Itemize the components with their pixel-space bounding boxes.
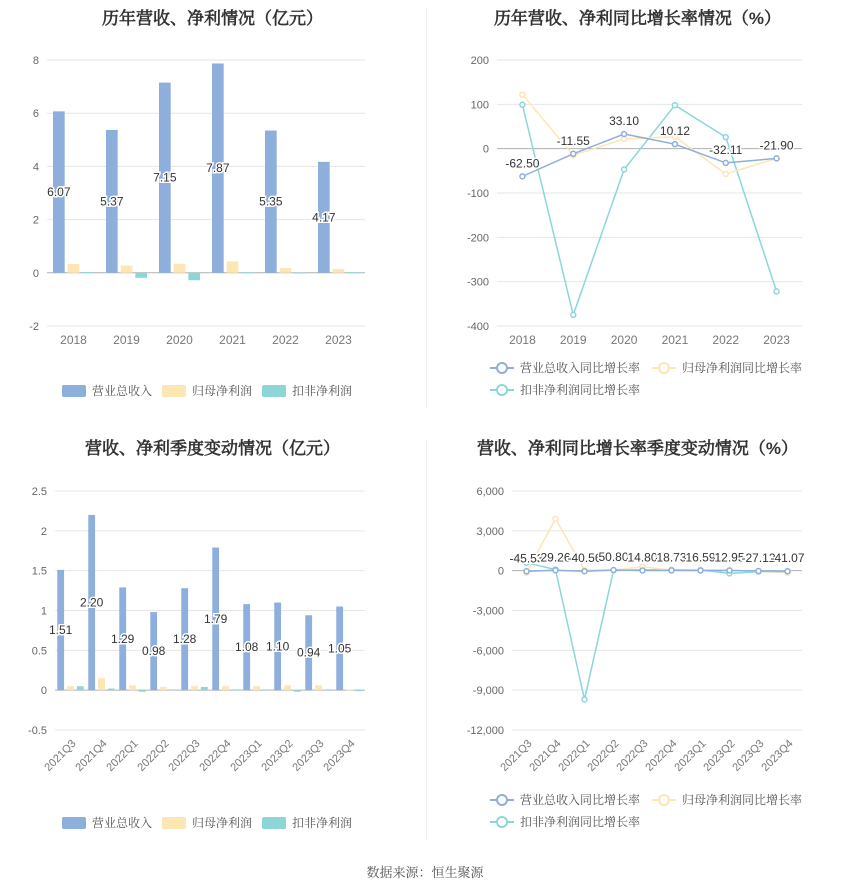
data-point	[622, 131, 627, 136]
x-tick-label: 2023Q2	[701, 737, 738, 774]
legend-label: 归母净利润	[192, 384, 253, 398]
x-tick-label: 2023Q3	[290, 737, 327, 774]
bar	[263, 689, 270, 690]
data-label: 1.29	[111, 631, 135, 646]
bar	[67, 686, 74, 690]
bar	[325, 689, 332, 690]
bar	[241, 272, 253, 273]
legend-swatch	[497, 795, 507, 805]
data-point	[785, 569, 790, 574]
data-label: 1.28	[173, 632, 197, 647]
bar	[135, 273, 147, 278]
y-tick-label: -3,000	[472, 605, 504, 618]
legend-swatch	[262, 385, 286, 397]
legend-label: 归母净利润同比增长率	[682, 361, 803, 375]
x-tick-label: 2021	[219, 333, 246, 347]
data-label: 1.05	[328, 641, 352, 656]
x-tick-label: 2021Q4	[73, 737, 110, 774]
legend-swatch	[497, 817, 507, 827]
legend-swatch	[497, 363, 507, 373]
y-tick-label: -300	[466, 276, 489, 289]
series-line	[527, 570, 788, 571]
y-tick-label: 1.5	[31, 565, 47, 578]
data-point	[727, 568, 732, 573]
data-label: -45.53	[509, 551, 544, 566]
data-label: 2.20	[80, 595, 104, 610]
data-label: 14.80	[627, 550, 658, 565]
legend-swatch	[262, 817, 286, 829]
y-tick-label: -400	[466, 321, 489, 333]
x-tick-label: 2023	[763, 333, 790, 347]
data-label: 10.12	[659, 124, 690, 139]
bar	[139, 690, 146, 692]
x-tick-label: 2018	[509, 333, 536, 347]
y-tick-label: 0	[497, 565, 504, 578]
legend-label: 营业总收入	[92, 816, 153, 830]
y-tick-label: 8	[32, 55, 39, 67]
bar	[121, 266, 133, 273]
y-tick-label: 0	[40, 685, 47, 698]
data-label: 7.15	[153, 170, 177, 185]
y-tick-label: -9,000	[472, 685, 504, 698]
x-tick-label: 2018	[60, 333, 87, 347]
y-tick-label: 3,000	[476, 525, 504, 538]
bar	[160, 687, 167, 690]
x-tick-label: 2022Q3	[166, 737, 203, 774]
annual-growth-panel	[425, 0, 850, 430]
data-label: -21.90	[759, 138, 794, 153]
data-point	[672, 103, 677, 108]
y-tick-label: 1	[40, 605, 47, 618]
y-tick-label: -2	[29, 321, 39, 333]
data-label: 4.17	[312, 210, 336, 225]
y-tick-label: 2	[40, 525, 47, 538]
chart-title: 历年营收、净利情况（亿元）	[102, 9, 323, 28]
bar	[98, 678, 105, 690]
bar	[108, 689, 115, 691]
data-point	[672, 142, 677, 147]
legend-swatch	[497, 385, 507, 395]
x-tick-label: 2020	[166, 333, 193, 347]
bar	[232, 689, 239, 690]
y-tick-label: 2.5	[31, 486, 47, 498]
data-label: 7.87	[206, 161, 230, 176]
bar	[222, 686, 229, 690]
y-tick-label: 0.5	[31, 645, 47, 658]
x-tick-label: 2019	[559, 333, 587, 347]
data-label: 50.80	[598, 549, 629, 564]
legend-label: 归母净利润同比增长率	[682, 793, 803, 807]
legend-swatch	[659, 795, 669, 805]
data-point	[723, 135, 728, 140]
bar	[333, 269, 345, 273]
data-point	[582, 697, 587, 702]
data-point	[571, 312, 576, 317]
data-point	[553, 568, 558, 573]
y-tick-label: 200	[470, 55, 489, 67]
y-tick-label: 100	[470, 99, 489, 112]
data-label: 18.73	[656, 550, 687, 565]
x-tick-label: 2022	[272, 333, 299, 347]
quarterly-growth-panel	[425, 430, 850, 860]
data-label: 16.59	[685, 550, 716, 565]
data-label: -27.12	[741, 551, 776, 566]
quarterly-revenue-profit-chart	[0, 430, 425, 860]
legend-label: 扣非净利润同比增长率	[520, 815, 641, 829]
bar	[294, 273, 306, 274]
y-tick-label: 0	[482, 143, 489, 156]
y-tick-label: -0.5	[28, 725, 47, 737]
y-tick-label: -200	[466, 232, 489, 245]
y-tick-label: -12,000	[466, 725, 504, 737]
data-point	[582, 569, 587, 574]
bar	[174, 264, 186, 273]
data-point	[640, 568, 645, 573]
annual-growth-chart	[425, 0, 850, 430]
x-tick-label: 2022Q4	[197, 737, 234, 774]
bar	[191, 686, 198, 690]
x-tick-label: 2022Q2	[135, 737, 172, 774]
x-tick-label: 2020	[610, 333, 638, 347]
data-point	[774, 156, 779, 161]
y-tick-label: -6,000	[472, 645, 504, 658]
y-tick-label: 0	[32, 267, 39, 280]
x-tick-label: 2023Q2	[259, 737, 296, 774]
legend-label: 扣非净利润	[292, 384, 353, 398]
x-tick-label: 2023Q4	[321, 737, 358, 774]
bar	[315, 685, 322, 690]
bar	[294, 690, 301, 692]
bar	[284, 685, 291, 690]
bar	[347, 272, 359, 273]
data-point	[774, 289, 779, 294]
data-point	[756, 569, 761, 574]
data-label: 0.94	[297, 645, 321, 660]
data-label: 1.10	[266, 639, 290, 654]
annual-revenue-profit-chart	[0, 0, 425, 430]
legend-label: 营业总收入同比增长率	[520, 793, 641, 807]
data-label: 1.79	[204, 611, 228, 626]
legend-label: 扣非净利润	[292, 816, 353, 830]
bar	[170, 689, 177, 690]
data-label: 12.95	[714, 550, 745, 565]
chart-title: 营收、净利同比增长率季度变动情况（%）	[476, 439, 799, 458]
x-tick-label: 2023Q4	[759, 737, 796, 774]
x-tick-label: 2022Q1	[104, 737, 141, 774]
x-tick-label: 2022Q4	[643, 737, 680, 774]
data-point	[698, 568, 703, 573]
chart-title: 历年营收、净利同比增长率情况（%）	[493, 9, 782, 28]
data-label: -41.07	[770, 551, 805, 566]
data-label: -32.11	[709, 142, 743, 157]
data-point	[553, 516, 558, 521]
x-tick-label: 2021	[661, 333, 689, 347]
data-label: -40.56	[567, 551, 602, 566]
bar	[68, 264, 80, 273]
bar	[356, 690, 363, 691]
data-point	[611, 567, 616, 572]
data-label: 33.10	[609, 113, 640, 128]
y-tick-label: 2	[32, 214, 39, 227]
x-tick-label: 2021Q3	[42, 737, 79, 774]
quarterly-growth-chart	[425, 430, 850, 860]
x-tick-label: 2021Q3	[498, 737, 535, 774]
bar	[188, 273, 200, 280]
legend-label: 营业总收入同比增长率	[520, 361, 641, 375]
data-label: 1.08	[235, 640, 259, 655]
x-tick-label: 2021Q4	[527, 737, 564, 774]
bar	[346, 689, 353, 690]
data-label: -11.55	[556, 133, 590, 148]
chart-title: 营收、净利季度变动情况（亿元）	[85, 439, 340, 458]
x-tick-label: 2022Q1	[556, 737, 593, 774]
legend-swatch	[162, 385, 186, 397]
data-point	[723, 160, 728, 165]
y-tick-label: 6	[32, 108, 39, 121]
data-label: 5.35	[259, 194, 283, 209]
x-tick-label: 2023Q3	[730, 737, 767, 774]
legend-swatch	[162, 817, 186, 829]
x-tick-label: 2023Q1	[228, 737, 265, 774]
data-point	[723, 171, 728, 176]
data-label: 1.51	[49, 623, 73, 638]
y-tick-label: -100	[466, 188, 489, 200]
data-point	[669, 568, 674, 573]
data-label: -62.50	[505, 156, 540, 171]
x-tick-label: 2022	[712, 333, 740, 347]
data-label: 5.37	[100, 194, 124, 209]
annual-revenue-profit-panel	[0, 0, 425, 430]
legend-label: 归母净利润	[192, 816, 253, 830]
data-point	[520, 174, 525, 179]
x-tick-label: 2019	[113, 333, 140, 347]
bar	[201, 687, 208, 690]
legend-label: 营业总收入	[92, 384, 153, 398]
data-label: 6.07	[47, 185, 71, 200]
bar	[77, 686, 84, 690]
data-point	[622, 167, 627, 172]
bar	[253, 686, 260, 690]
data-point	[520, 92, 525, 97]
x-tick-label: 2023Q1	[672, 737, 709, 774]
x-tick-label: 2023	[325, 333, 352, 347]
data-point	[571, 151, 576, 156]
bar	[129, 685, 136, 690]
data-point	[520, 102, 525, 107]
bar	[227, 261, 239, 272]
y-tick-label: 4	[32, 161, 39, 174]
bar	[82, 272, 94, 273]
bar	[280, 268, 292, 273]
x-tick-label: 2022Q3	[614, 737, 651, 774]
data-point	[524, 569, 529, 574]
legend-swatch	[659, 363, 669, 373]
legend-swatch	[62, 385, 86, 397]
data-label: 0.98	[142, 644, 166, 659]
quarterly-revenue-profit-panel	[0, 430, 425, 860]
x-tick-label: 2022Q2	[585, 737, 622, 774]
y-tick-label: 6,000	[476, 486, 504, 498]
series-line	[527, 563, 788, 700]
data-source: 数据来源：恒生聚源	[366, 865, 484, 880]
data-label: 29.26	[540, 550, 571, 565]
legend-label: 扣非净利润同比增长率	[520, 383, 641, 397]
legend-swatch	[62, 817, 86, 829]
